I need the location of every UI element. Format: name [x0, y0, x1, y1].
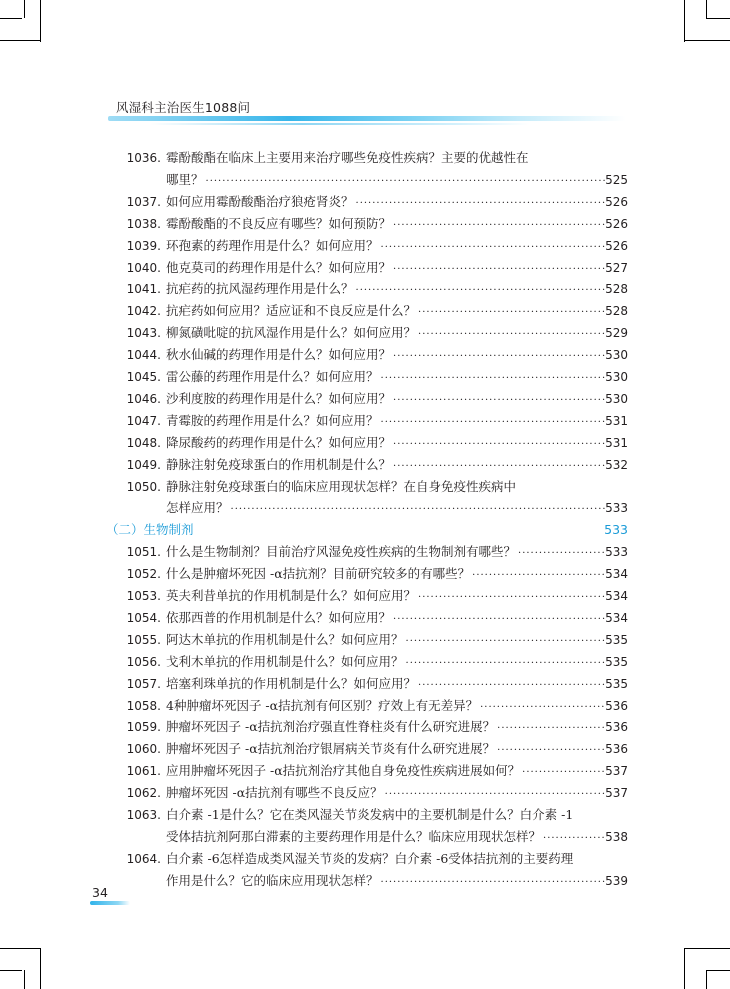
- question-text: 作用是什么？它的临床应用现状怎样？: [166, 872, 379, 888]
- dot-leader: [381, 413, 606, 433]
- page-ref: 531: [605, 413, 628, 428]
- page-ref: 528: [605, 282, 628, 297]
- question-text: 肿瘤坏死因 -α拮抗剂有哪些不良反应？: [166, 785, 383, 801]
- question-number: 1061.: [126, 764, 161, 779]
- toc-entry: [0, 236, 730, 256]
- toc-entry: [0, 783, 730, 803]
- toc-entry: [0, 214, 730, 234]
- question-row: [166, 542, 606, 564]
- question-number: 1055.: [126, 632, 161, 647]
- question-text: 降尿酸药的药理作用是什么？如何应用？: [166, 434, 392, 450]
- question-number: 1052.: [126, 567, 161, 582]
- page-ref: 534: [605, 567, 628, 582]
- question-row: [166, 411, 606, 433]
- toc-entry: [0, 564, 730, 584]
- question-row: [166, 717, 606, 739]
- question-number: 1045.: [126, 370, 161, 384]
- dot-leader: [497, 741, 606, 761]
- toc-entry: [0, 455, 730, 475]
- dot-leader: [393, 391, 606, 411]
- toc-entry: [0, 411, 730, 431]
- question-number: 1038.: [126, 216, 161, 231]
- dot-leader: [418, 588, 606, 608]
- dot-leader: [406, 632, 606, 652]
- section-title-row: [106, 520, 606, 540]
- toc-entry: [0, 849, 730, 869]
- dot-leader: [418, 676, 606, 696]
- page-ref: 527: [605, 260, 628, 275]
- question-text: 雷公藤的药理作用是什么？如何应用？: [166, 369, 379, 384]
- question-text: 阿达木单抗的作用机制是什么？如何应用？: [166, 631, 404, 647]
- toc-entry: [0, 323, 730, 343]
- toc-entry: [0, 367, 730, 387]
- question-row: [166, 827, 606, 849]
- question-text: 应用肿瘤坏死因子 -α拮抗剂治疗其他自身免疫性疾病进展如何？: [166, 763, 521, 779]
- question-row: [166, 849, 606, 869]
- toc-entry: [0, 739, 730, 759]
- toc-entry: [0, 301, 730, 321]
- toc-entry: [0, 148, 730, 168]
- page-ref: 526: [605, 194, 628, 209]
- question-text: 沙利度胺的药理作用是什么？如何应用？: [166, 390, 392, 406]
- question-row: [166, 871, 606, 893]
- question-row: [166, 433, 606, 455]
- toc-entry: [0, 586, 730, 606]
- dot-leader: [393, 457, 606, 477]
- dot-leader: [381, 238, 606, 258]
- question-row: [166, 236, 606, 258]
- question-number: 1036.: [126, 151, 161, 165]
- question-row: [166, 805, 606, 825]
- question-text: 4种肿瘤坏死因子 -α拮抗剂有何区别？疗效上有无差异？: [166, 697, 479, 713]
- dot-leader: [385, 785, 606, 805]
- page-ref: 536: [605, 720, 628, 735]
- question-text: 霉酚酸酯的不良反应有哪些？如何预防？: [166, 215, 392, 231]
- page-ref: 530: [605, 370, 628, 384]
- question-text: 什么是生物制剂？目前治疗风湿免疫性疾病的生物制剂有哪些？: [166, 544, 517, 560]
- page-ref: 530: [605, 348, 628, 363]
- question-row: [166, 630, 606, 652]
- question-text: 戈利木单抗的作用机制是什么？如何应用？: [166, 653, 404, 669]
- question-number: 1041.: [126, 282, 161, 297]
- question-row: [166, 783, 606, 805]
- question-text: 抗疟药如何应用？适应证和不良反应是什么？: [166, 303, 417, 319]
- dot-leader: [497, 719, 606, 739]
- page-ref: 539: [605, 873, 628, 888]
- question-number: 1042.: [126, 304, 161, 319]
- question-text: 受体拮抗剂阿那白滞素的主要药理作用是什么？临床应用现状怎样？: [166, 828, 542, 844]
- dot-leader: [480, 698, 606, 718]
- question-number: 1058.: [126, 698, 161, 713]
- toc-entry: [0, 389, 730, 409]
- question-row: [166, 498, 606, 520]
- question-number: 1040.: [126, 260, 161, 275]
- page-ref: 535: [605, 676, 628, 691]
- question-text: 青霉胺的药理作用是什么？如何应用？: [166, 412, 379, 428]
- dot-leader: [393, 347, 606, 367]
- question-number: 1043.: [126, 326, 161, 341]
- dot-leader: [381, 873, 606, 893]
- question-text: 白介素 -6怎样造成类风湿关节炎的发病？白介素 -6受体拮抗剂的主要药理: [166, 850, 574, 866]
- dot-leader: [406, 654, 606, 674]
- question-text: 抗疟药的抗风湿药理作用是什么？: [166, 281, 354, 297]
- question-number: 1060.: [126, 742, 161, 757]
- question-text: 什么是肿瘤坏死因 -α拮抗剂？目前研究较多的有哪些？: [166, 566, 471, 582]
- toc-entry-continuation: [0, 827, 730, 847]
- question-row: [166, 696, 606, 718]
- toc-entry: [0, 696, 730, 716]
- question-text: 白介素 -1是什么？它在类风湿关节炎发病中的主要机制是什么？白介素 -1: [166, 807, 574, 822]
- question-text: 怎样应用？: [166, 500, 229, 516]
- question-number: 1049.: [126, 457, 161, 472]
- toc-entry: [0, 674, 730, 694]
- question-number: 1051.: [126, 545, 161, 560]
- toc-entry-continuation: [0, 498, 730, 518]
- toc-entry-continuation: [0, 170, 730, 190]
- dot-leader: [206, 172, 606, 192]
- question-text: 静脉注射免疫球蛋白的作用机制是什么？: [166, 456, 392, 472]
- page-ref: 532: [605, 457, 628, 472]
- question-row: [166, 586, 606, 608]
- dot-leader: [393, 216, 606, 236]
- page-ref: 530: [605, 391, 628, 406]
- question-row: [166, 652, 606, 674]
- page-ref: 536: [605, 742, 628, 757]
- page-ref: 533: [605, 501, 628, 516]
- toc-entry: [0, 433, 730, 453]
- question-number: 1048.: [126, 435, 161, 450]
- page-ref: 526: [605, 216, 628, 231]
- question-number: 1062.: [126, 786, 161, 801]
- dot-leader: [472, 566, 606, 586]
- toc-entry: [0, 258, 730, 278]
- page-ref: 536: [605, 698, 628, 713]
- running-header: 风湿科主治医生1088问: [116, 100, 251, 115]
- question-row: [166, 170, 606, 192]
- page-ref: 529: [605, 326, 628, 341]
- question-row: [166, 367, 606, 389]
- question-text: 肿瘤坏死因子 -α拮抗剂治疗银屑病关节炎有什么研究进展？: [166, 741, 496, 757]
- question-row: [166, 477, 606, 497]
- question-row: [166, 739, 606, 761]
- question-text: 霉酚酸酯在临床上主要用来治疗哪些免疫性疾病？主要的优越性在: [166, 150, 529, 165]
- question-text: 肿瘤坏死因子 -α拮抗剂治疗强直性脊柱炎有什么研究进展？: [166, 719, 496, 735]
- page-ref: 533: [605, 545, 628, 560]
- page-ref: 525: [605, 172, 628, 187]
- page-ref: 535: [605, 654, 628, 669]
- question-text: 如何应用霉酚酸酯治疗狼疮肾炎？: [166, 193, 354, 209]
- toc-entry: [0, 805, 730, 825]
- page-ref: 537: [605, 764, 628, 779]
- question-row: [166, 608, 606, 630]
- toc-entry: [0, 717, 730, 737]
- question-number: 1064.: [126, 851, 161, 866]
- question-text: 秋水仙碱的药理作用是什么？如何应用？: [166, 347, 392, 363]
- question-number: 1057.: [126, 676, 161, 691]
- question-row: [166, 214, 606, 236]
- question-text: 培塞利珠单抗的作用机制是什么？如何应用？: [166, 675, 417, 691]
- toc-entry: [0, 652, 730, 672]
- dot-leader: [393, 435, 606, 455]
- page-ref: 528: [605, 304, 628, 319]
- question-row: [166, 761, 606, 783]
- question-text: 他克莫司的药理作用是什么？如何应用？: [166, 259, 392, 275]
- question-text: 英夫利昔单抗的作用机制是什么？如何应用？: [166, 588, 417, 603]
- toc-entry: [0, 608, 730, 628]
- toc-entry: [0, 345, 730, 365]
- question-number: 1056.: [126, 654, 161, 669]
- question-number: 1054.: [126, 610, 161, 625]
- dot-leader: [356, 281, 606, 301]
- question-number: 1053.: [126, 589, 161, 603]
- dot-leader: [393, 260, 606, 280]
- question-row: [166, 279, 606, 301]
- toc-section-heading: [0, 520, 730, 540]
- question-number: 1050.: [126, 479, 161, 494]
- question-row: [166, 301, 606, 323]
- dot-leader: [418, 325, 606, 345]
- page-ref: 535: [605, 632, 628, 647]
- question-row: [166, 345, 606, 367]
- toc-entry: [0, 542, 730, 562]
- page-ref: 526: [605, 238, 628, 253]
- page-ref: 534: [605, 610, 628, 625]
- dot-leader: [418, 303, 606, 323]
- question-row: [166, 192, 606, 214]
- page-ref: 533: [604, 522, 628, 538]
- toc-entry: [0, 192, 730, 212]
- question-text: 依那西普的作用机制是什么？如何应用？: [166, 609, 392, 625]
- section-title: （二）生物制剂: [106, 522, 194, 538]
- question-row: [166, 674, 606, 696]
- question-number: 1037.: [126, 194, 161, 209]
- toc-entry: [0, 477, 730, 497]
- question-text: 柳氮磺吡啶的抗风湿作用是什么？如何应用？: [166, 325, 417, 341]
- dot-leader: [543, 829, 606, 849]
- question-text: 环孢素的药理作用是什么？如何应用？: [166, 237, 379, 253]
- dot-leader: [522, 763, 606, 783]
- question-number: 1047.: [126, 413, 161, 428]
- question-text: 哪里？: [166, 171, 204, 187]
- question-number: 1039.: [126, 238, 161, 253]
- question-row: [166, 564, 606, 586]
- page-ref: 538: [605, 829, 628, 844]
- toc-entry: [0, 761, 730, 781]
- question-row: [166, 258, 606, 280]
- question-number: 1063.: [126, 808, 161, 822]
- toc-entry: [0, 279, 730, 299]
- question-text: 静脉注射免疫球蛋白的临床应用现状怎样？在自身免疫性疾病中: [166, 478, 517, 494]
- dot-leader: [231, 500, 606, 520]
- question-row: [166, 148, 606, 168]
- page-number: 34: [92, 885, 108, 900]
- toc-entry-continuation: [0, 871, 730, 891]
- question-row: [166, 455, 606, 477]
- footer-decor-band: [90, 901, 130, 905]
- dot-leader: [518, 544, 606, 564]
- page-ref: 531: [605, 435, 628, 450]
- dot-leader: [356, 194, 606, 214]
- question-number: 1044.: [126, 348, 161, 363]
- dot-leader: [381, 369, 606, 389]
- page-ref: 534: [605, 589, 628, 603]
- toc-entry: [0, 630, 730, 650]
- question-number: 1046.: [126, 391, 161, 406]
- question-row: [166, 389, 606, 411]
- dot-leader: [393, 610, 606, 630]
- question-row: [166, 323, 606, 345]
- question-number: 1059.: [126, 720, 161, 735]
- page-ref: 537: [605, 786, 628, 801]
